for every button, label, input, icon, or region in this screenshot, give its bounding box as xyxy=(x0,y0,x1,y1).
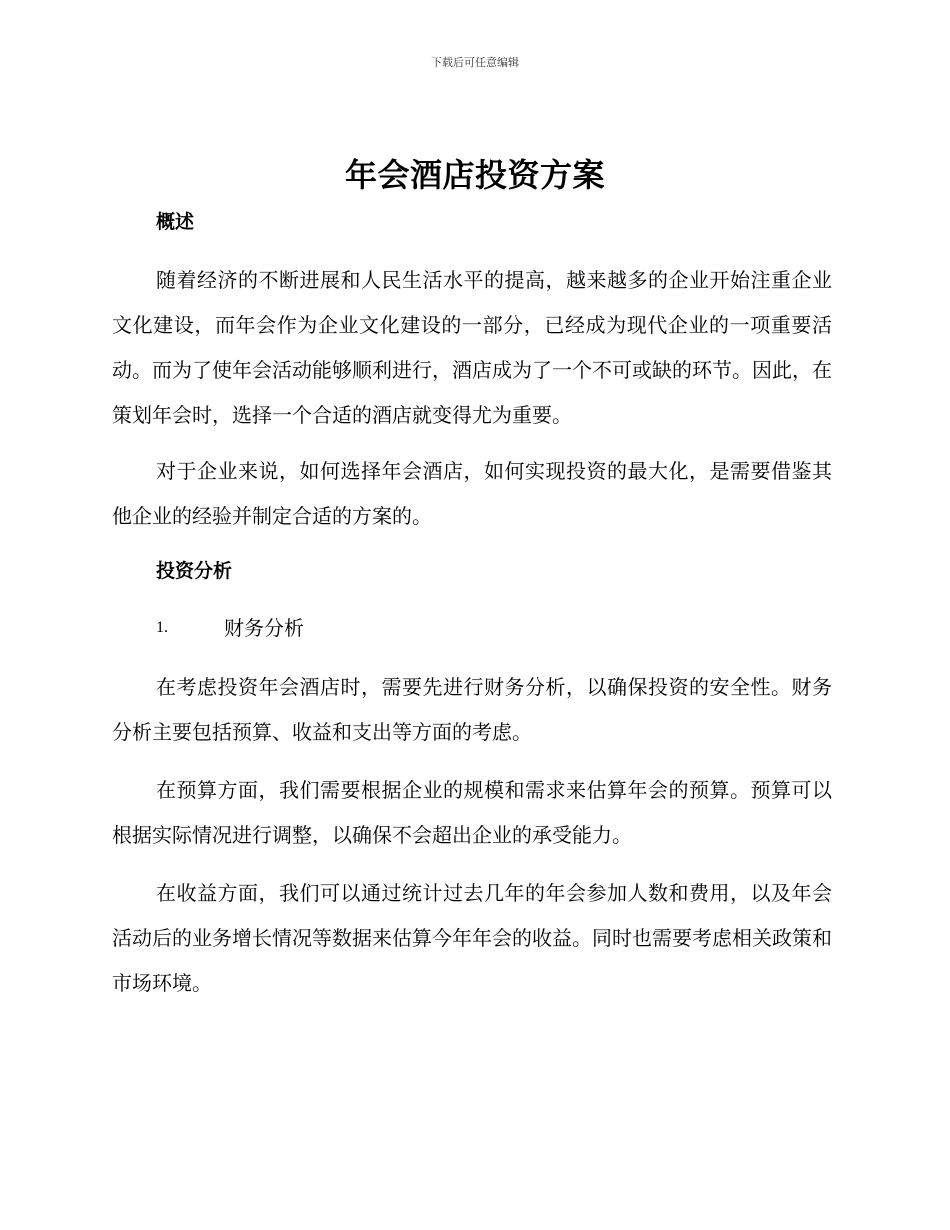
overview-paragraph-2: 对于企业来说，如何选择年会酒店，如何实现投资的最大化，是需要借鉴其他企业的经验并制定合适的方案的。 xyxy=(112,459,832,528)
section-heading-overview: 概述 xyxy=(156,211,195,233)
section-heading-investment: 投资分析 xyxy=(156,560,233,582)
page-header-note: 下载后可任意编辑 xyxy=(431,56,519,69)
document-body xyxy=(112,204,832,1006)
investment-paragraph-3: 在收益方面，我们可以通过统计过去几年的年会参加人数和费用，以及年会活动后的业务增长情况等数据来估算今年年会的收益。同时也需要考虑相关政策和市场环境。 xyxy=(112,881,832,995)
investment-paragraph-1: 在考虑投资年会酒店时，需要先进行财务分析，以确保投资的安全性。财务分析主要包括预算、收益和支出等方面的考虑。 xyxy=(112,675,832,744)
numbered-item-financial-analysis xyxy=(112,610,832,646)
item-title: 财务分析 xyxy=(224,616,304,640)
item-number: 1. xyxy=(156,619,168,636)
document-title: 年会酒店投资方案 xyxy=(344,156,605,194)
investment-paragraph-2: 在预算方面，我们需要根据企业的规模和需求来估算年会的预算。预算可以根据实际情况进行调整，以确保不会超出企业的承受能力。 xyxy=(112,778,832,847)
overview-paragraph-1: 随着经济的不断进展和人民生活水平的提高，越来越多的企业开始注重企业文化建设，而年会作为企业文化建设的一部分，已经成为现代企业的一项重要活动。而为了使年会活动能够顺利进行，酒店成为了一个不可或缺的环节。因此，在策划年会时，选择一个合适的酒店就变得尤为重要。 xyxy=(112,268,832,427)
